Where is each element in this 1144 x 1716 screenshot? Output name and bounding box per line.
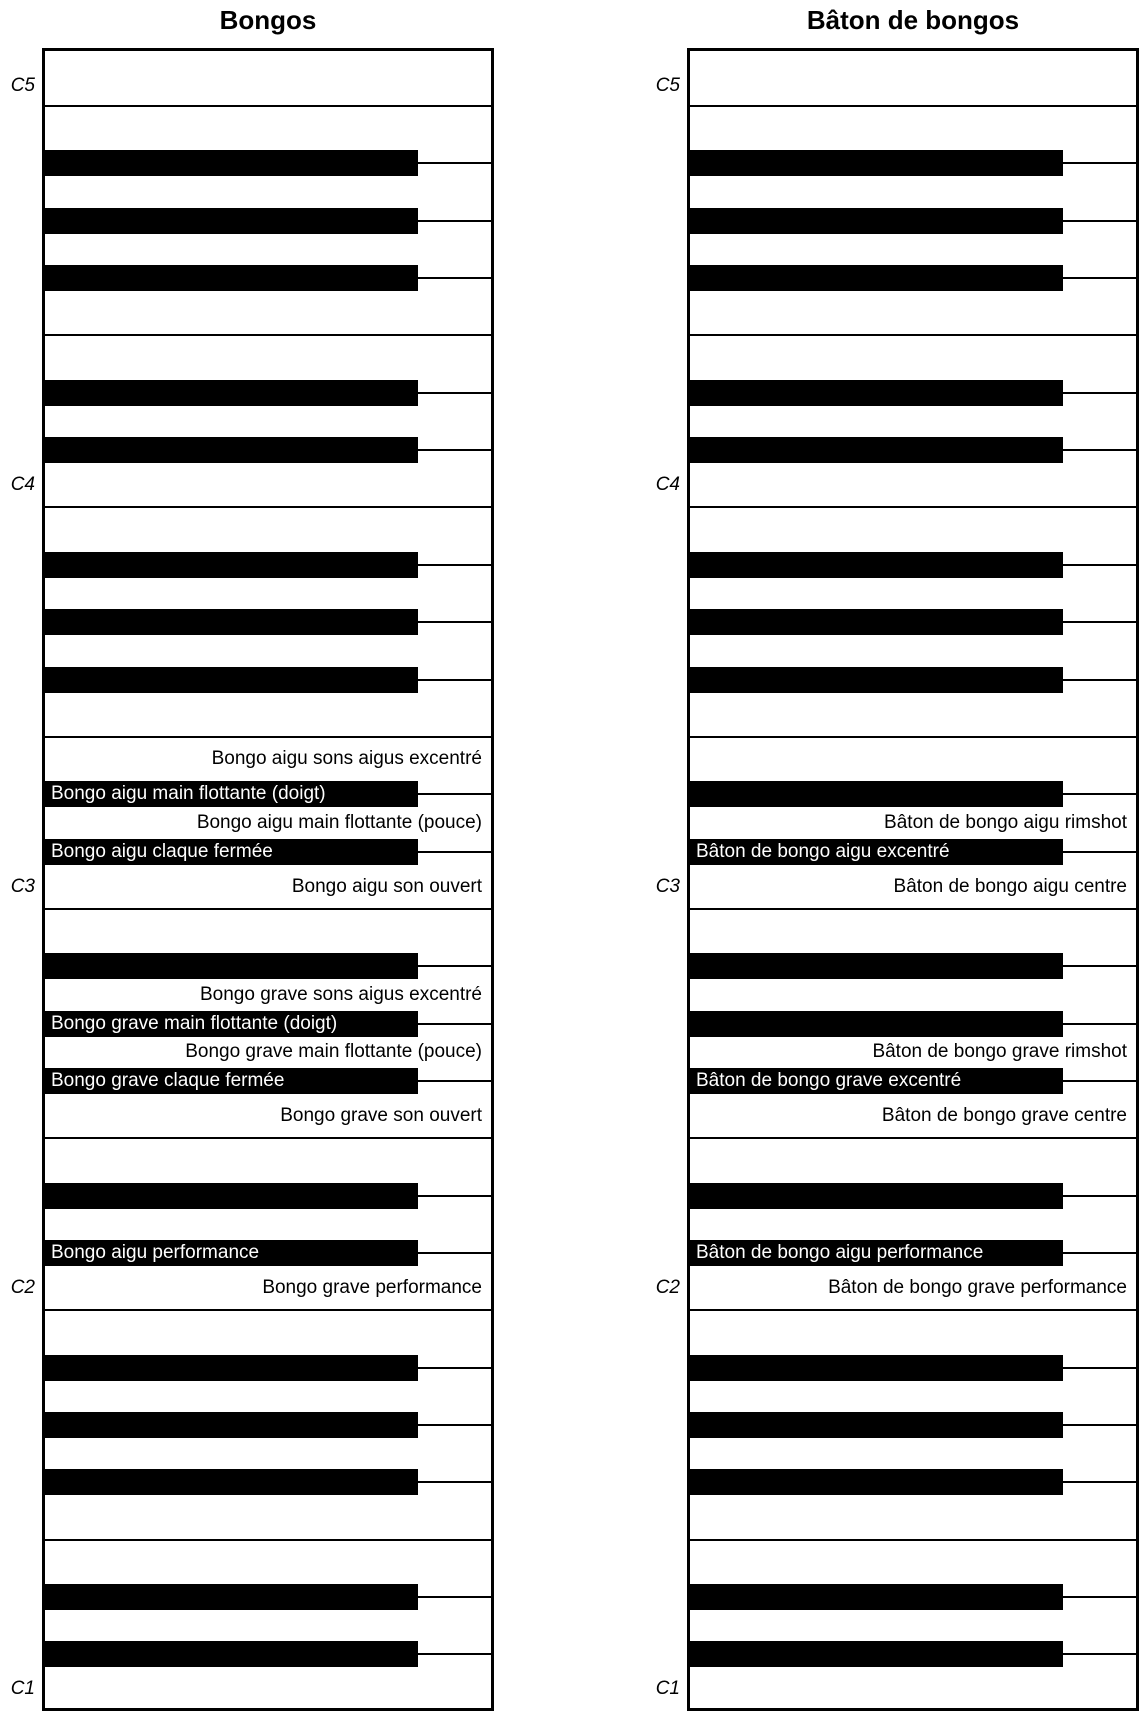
- octave-label-C3: C3: [655, 875, 680, 897]
- white-key-F3: [45, 680, 491, 737]
- key-label-F2: Bongo grave son ouvert: [280, 1105, 482, 1127]
- key-label-C#2: Bongo aigu performance: [51, 1242, 260, 1263]
- keyboard-frame-bongos: [10, 48, 494, 1711]
- key-label-D3: Bongo aigu main flottante (pouce): [196, 811, 482, 833]
- key-label-G#2: Bongo grave main flottante (doigt): [51, 1012, 338, 1034]
- white-key-F4: [45, 278, 491, 335]
- white-key-C4: [690, 450, 1136, 507]
- key-label-C2: Bongo grave performance: [262, 1277, 482, 1299]
- white-key-C1: [690, 1654, 1136, 1708]
- octave-label-C1: C1: [10, 1678, 35, 1700]
- key-label-E3: Bongo aigu sons aigus excentré: [211, 748, 482, 770]
- white-key-C4: [45, 450, 491, 507]
- key-label-D3: Bâton de bongo aigu rimshot: [884, 811, 1127, 833]
- octave-label-C5: C5: [655, 75, 680, 96]
- white-key-F3: [690, 680, 1136, 737]
- keyboard-title-bongos: Bongos: [219, 5, 317, 35]
- key-label-C#2: Bâton de bongo aigu performance: [696, 1242, 984, 1263]
- key-label-C#3: Bongo aigu claque fermée: [51, 840, 273, 862]
- octave-label-C5: C5: [10, 75, 35, 96]
- key-label-G2: Bongo grave main flottante (pouce): [185, 1041, 482, 1063]
- white-key-C1: [45, 1654, 491, 1708]
- octave-label-C3: C3: [10, 875, 35, 897]
- key-label-C3: Bongo aigu son ouvert: [291, 875, 482, 897]
- key-label-D#3: Bongo aigu main flottante (doigt): [51, 783, 326, 805]
- key-label-C3: Bâton de bongo aigu centre: [893, 875, 1127, 897]
- key-label-G2: Bâton de bongo grave rimshot: [872, 1041, 1127, 1063]
- white-key-F1: [690, 1482, 1136, 1539]
- white-key-F1: [45, 1482, 491, 1539]
- key-label-F2: Bâton de bongo grave centre: [881, 1105, 1127, 1127]
- keyboard-frame-baton-de-bongos: [655, 48, 1139, 1711]
- key-label-F#2: Bongo grave claque fermée: [51, 1069, 285, 1091]
- key-label-F#2: Bâton de bongo grave excentré: [696, 1069, 962, 1091]
- white-key-C5: [690, 51, 1136, 106]
- key-label-C2: Bâton de bongo grave performance: [828, 1277, 1127, 1299]
- octave-label-C4: C4: [10, 474, 35, 496]
- octave-label-C2: C2: [655, 1277, 680, 1298]
- key-label-C#3: Bâton de bongo aigu excentré: [696, 840, 950, 862]
- white-key-C5: [45, 51, 491, 106]
- octave-label-C1: C1: [655, 1678, 680, 1700]
- octave-label-C2: C2: [10, 1277, 35, 1298]
- keyboard-title-baton-de-bongos: Bâton de bongos: [806, 5, 1020, 35]
- octave-label-C4: C4: [655, 474, 680, 496]
- keyboard-bongos: [10, 0, 494, 1716]
- key-label-A2: Bongo grave sons aigus excentré: [199, 983, 482, 1005]
- keyboard-baton-de-bongos: [655, 0, 1139, 1716]
- white-key-F4: [690, 278, 1136, 335]
